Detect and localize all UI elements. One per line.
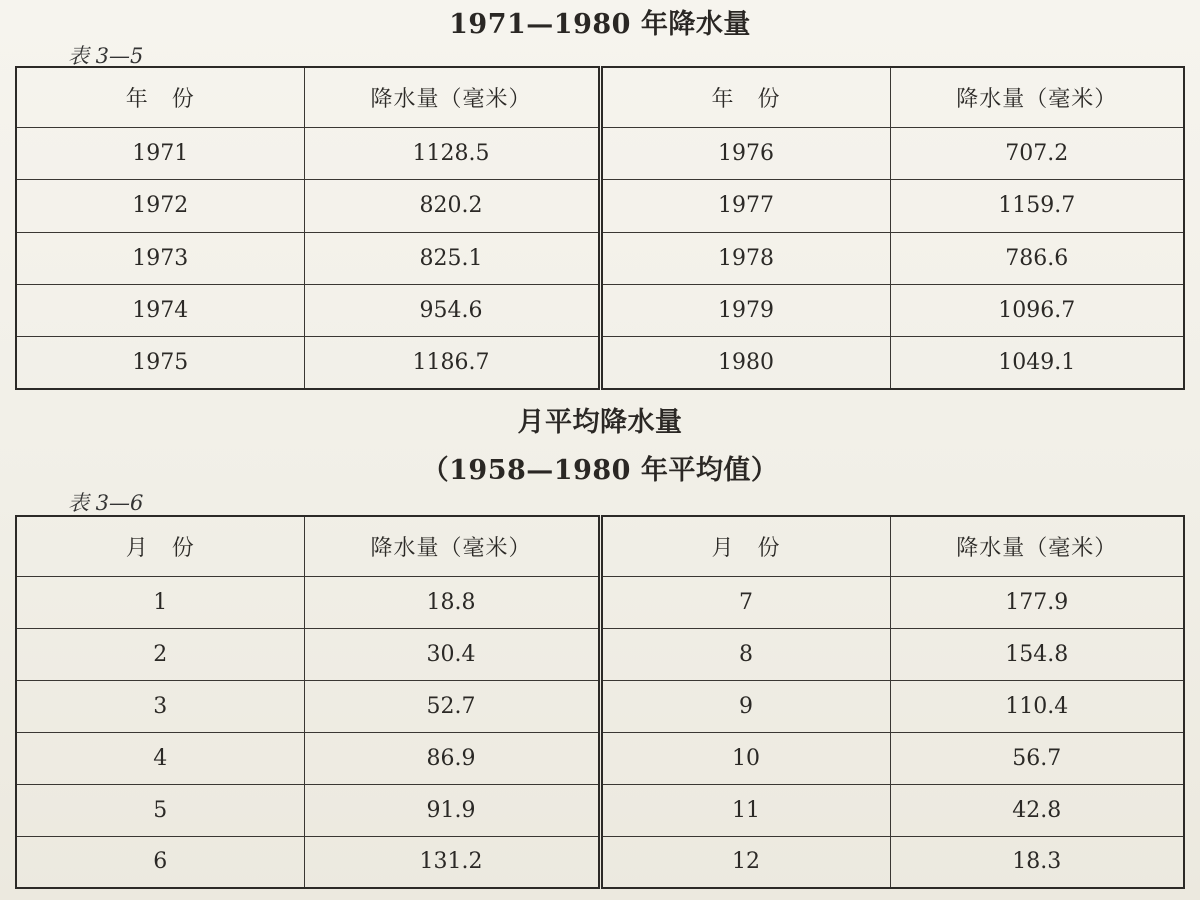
table1-title: 1971—1980 年降水量 xyxy=(449,9,751,40)
table-header-row xyxy=(16,67,1184,127)
precipitation-cell: 1096.7 xyxy=(890,284,1184,336)
header-year: 年 份 xyxy=(16,67,304,127)
year-cell: 1975 xyxy=(16,337,304,389)
month-cell: 8 xyxy=(600,628,890,680)
precipitation-cell: 131.2 xyxy=(304,836,600,888)
precipitation-cell: 42.8 xyxy=(890,784,1184,836)
table-row xyxy=(16,232,1184,284)
year-cell: 1979 xyxy=(600,284,890,336)
precipitation-cell: 1049.1 xyxy=(890,337,1184,389)
month-cell: 9 xyxy=(600,680,890,732)
table-row xyxy=(16,784,1184,836)
precipitation-cell: 820.2 xyxy=(304,180,600,232)
table-row xyxy=(16,732,1184,784)
month-cell: 3 xyxy=(16,680,304,732)
month-cell: 1 xyxy=(16,576,304,628)
precipitation-cell: 1128.5 xyxy=(304,127,600,179)
header-precipitation: 降水量（毫米） xyxy=(304,516,600,576)
header-year: 年 份 xyxy=(600,67,890,127)
table2-subtitle: （1958—1980 年平均值） xyxy=(421,455,779,486)
precipitation-cell: 954.6 xyxy=(304,284,600,336)
precipitation-cell: 91.9 xyxy=(304,784,600,836)
header-precipitation: 降水量（毫米） xyxy=(890,516,1184,576)
month-cell: 5 xyxy=(16,784,304,836)
month-cell: 4 xyxy=(16,732,304,784)
table-row xyxy=(16,680,1184,732)
year-cell: 1980 xyxy=(600,337,890,389)
month-cell: 11 xyxy=(600,784,890,836)
header-month: 月 份 xyxy=(16,516,304,576)
precipitation-cell: 56.7 xyxy=(890,732,1184,784)
month-cell: 12 xyxy=(600,836,890,888)
precipitation-cell: 786.6 xyxy=(890,232,1184,284)
header-precipitation: 降水量（毫米） xyxy=(890,67,1184,127)
month-cell: 7 xyxy=(600,576,890,628)
precipitation-cell: 52.7 xyxy=(304,680,600,732)
precipitation-cell: 1186.7 xyxy=(304,337,600,389)
year-cell: 1974 xyxy=(16,284,304,336)
header-month: 月 份 xyxy=(600,516,890,576)
year-cell: 1971 xyxy=(16,127,304,179)
monthly-precipitation-table xyxy=(15,515,1185,889)
table1-label: 表 3—5 xyxy=(68,44,144,68)
month-cell: 10 xyxy=(600,732,890,784)
annual-precipitation-table xyxy=(15,66,1185,390)
precipitation-cell: 1159.7 xyxy=(890,180,1184,232)
table2-label: 表 3—6 xyxy=(68,491,144,515)
precipitation-cell: 177.9 xyxy=(890,576,1184,628)
table-row xyxy=(16,284,1184,336)
precipitation-cell: 30.4 xyxy=(304,628,600,680)
year-cell: 1977 xyxy=(600,180,890,232)
table-row xyxy=(16,628,1184,680)
year-cell: 1978 xyxy=(600,232,890,284)
year-cell: 1972 xyxy=(16,180,304,232)
precipitation-cell: 707.2 xyxy=(890,127,1184,179)
month-cell: 2 xyxy=(16,628,304,680)
table-row xyxy=(16,127,1184,179)
table-row xyxy=(16,337,1184,389)
header-precipitation: 降水量（毫米） xyxy=(304,67,600,127)
table-row xyxy=(16,576,1184,628)
precipitation-cell: 154.8 xyxy=(890,628,1184,680)
table-row xyxy=(16,180,1184,232)
precipitation-cell: 110.4 xyxy=(890,680,1184,732)
year-cell: 1973 xyxy=(16,232,304,284)
table-row xyxy=(16,836,1184,888)
year-cell: 1976 xyxy=(600,127,890,179)
precipitation-cell: 86.9 xyxy=(304,732,600,784)
month-cell: 6 xyxy=(16,836,304,888)
precipitation-cell: 825.1 xyxy=(304,232,600,284)
table-header-row xyxy=(16,516,1184,576)
precipitation-cell: 18.3 xyxy=(890,836,1184,888)
table2-title: 月平均降水量 xyxy=(517,407,683,438)
precipitation-cell: 18.8 xyxy=(304,576,600,628)
